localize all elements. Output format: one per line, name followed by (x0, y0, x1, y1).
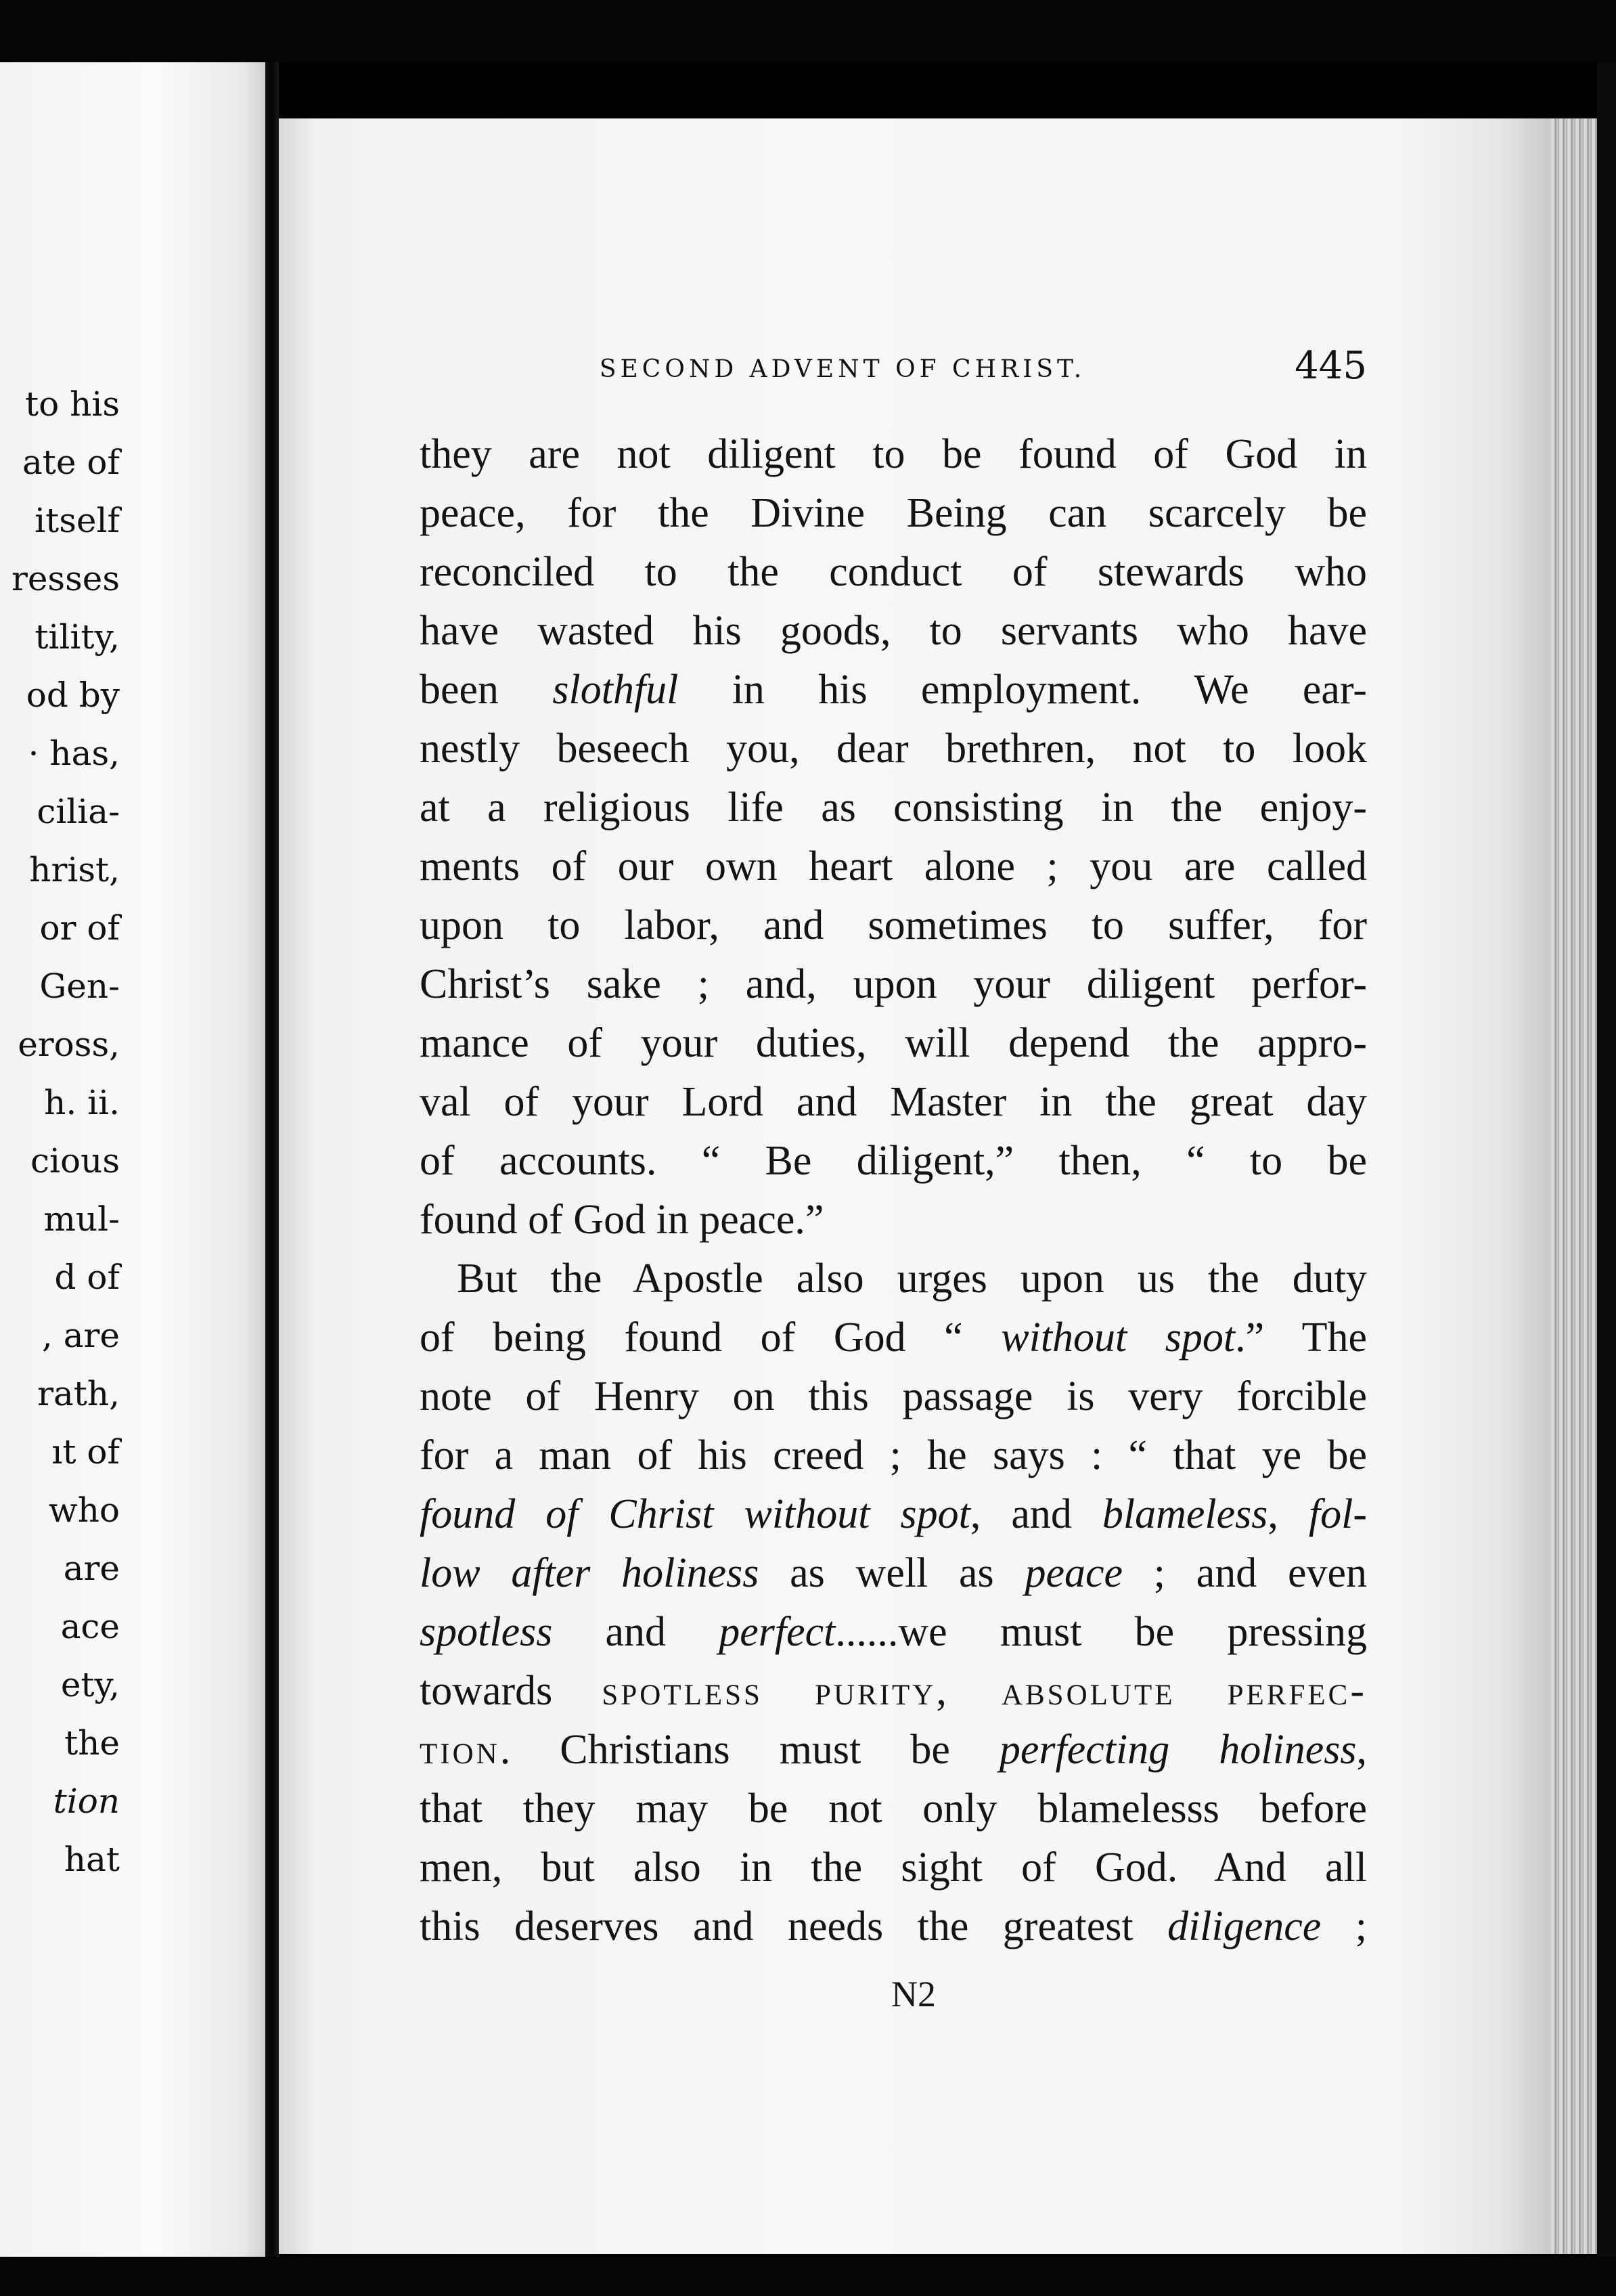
scan-border-right (1597, 62, 1616, 2296)
text-line: ments of our own heart alone ; you are called (420, 843, 1367, 889)
previous-page-line: resses (11, 559, 120, 598)
previous-page-line: who (48, 1491, 120, 1530)
previous-page-line: h. ii. (44, 1083, 120, 1122)
previous-page-line: d of (54, 1258, 120, 1297)
previous-page-line: , are (41, 1316, 120, 1355)
text-line: of being found of God “ without spot.” The (420, 1315, 1368, 1361)
previous-page-line: ıt of (51, 1432, 120, 1472)
previous-page-line: Gen- (39, 967, 120, 1006)
running-head: SECOND ADVENT OF CHRIST. (599, 355, 1086, 383)
page-number: 445 (1295, 344, 1367, 388)
signature-mark: N2 (891, 1974, 936, 2014)
text-line: spotless and perfect......we must be pressing (420, 1609, 1367, 1655)
previous-page-line: · has, (28, 734, 120, 773)
previous-page-line: mul- (43, 1199, 120, 1239)
previous-page-line: the (64, 1723, 120, 1763)
previous-page-line: are (63, 1549, 120, 1588)
text-line: at a religious life as consisting in the enjoy- (420, 785, 1367, 831)
previous-page-line: hrist, (29, 850, 120, 889)
text-line: mance of your duties, will depend the appro- (420, 1020, 1367, 1066)
text-line: men, but also in the sight of God. And all (420, 1845, 1367, 1891)
previous-page-fragment (0, 62, 265, 2257)
text-line: found of God in peace.” (420, 1197, 824, 1243)
previous-page-line: cilia- (37, 792, 120, 831)
previous-page-line: rath, (37, 1374, 120, 1413)
text-line: reconciled to the conduct of stewards who (420, 549, 1367, 595)
text-line: low after holiness as well as peace ; and even (420, 1550, 1368, 1596)
previous-page-line: tility, (35, 617, 120, 657)
previous-page-line: ace (60, 1607, 120, 1646)
text-line: peace, for the Divine Being can scarcely be (420, 490, 1367, 536)
previous-page-line: eross, (18, 1025, 120, 1064)
scan-border-bottom (0, 2257, 1616, 2296)
binding-gutter (265, 62, 279, 2257)
text-line: tion. Christians must be perfecting holiness, (420, 1727, 1367, 1773)
previous-page-line: cious (30, 1141, 120, 1180)
text-line: towards spotless purity, absolute perfec- (420, 1668, 1367, 1714)
previous-page-line: ety, (60, 1665, 120, 1704)
previous-page-line: hat (64, 1840, 120, 1879)
text-line: for a man of his creed ; he says : “ that ye be (420, 1432, 1367, 1478)
text-line: that they may be not only blamelesss before (420, 1786, 1367, 1832)
previous-page-line: or of (39, 908, 120, 948)
text-line: this deserves and needs the greatest diligence ; (420, 1903, 1367, 1949)
text-line: But the Apostle also urges upon us the duty (457, 1256, 1367, 1302)
text-line: nestly beseech you, dear brethren, not to look (420, 726, 1367, 772)
text-line: note of Henry on this passage is very forcible (420, 1373, 1367, 1419)
text-line: of accounts. “ Be diligent,” then, “ to be (420, 1138, 1367, 1184)
text-line: Christ’s sake ; and, upon your diligent perfor- (420, 961, 1367, 1007)
previous-page-line: ate of (22, 443, 120, 482)
text-line: have wasted his goods, to servants who have (420, 608, 1367, 654)
previous-page-line: to his (25, 384, 120, 424)
previous-page-line: itself (35, 501, 120, 540)
previous-page-line: tion (53, 1782, 120, 1821)
text-line: they are not diligent to be found of God in (420, 431, 1367, 477)
page-edge-stack (1551, 118, 1597, 2254)
scan-border-top (0, 0, 1616, 62)
previous-page-line: od by (26, 676, 120, 715)
text-line: found of Christ without spot, and blameless, fol- (420, 1491, 1367, 1537)
text-line: val of your Lord and Master in the great day (420, 1079, 1367, 1125)
text-line: upon to labor, and sometimes to suffer, for (420, 902, 1367, 948)
text-line: been slothful in his employment. We ear- (420, 667, 1367, 713)
